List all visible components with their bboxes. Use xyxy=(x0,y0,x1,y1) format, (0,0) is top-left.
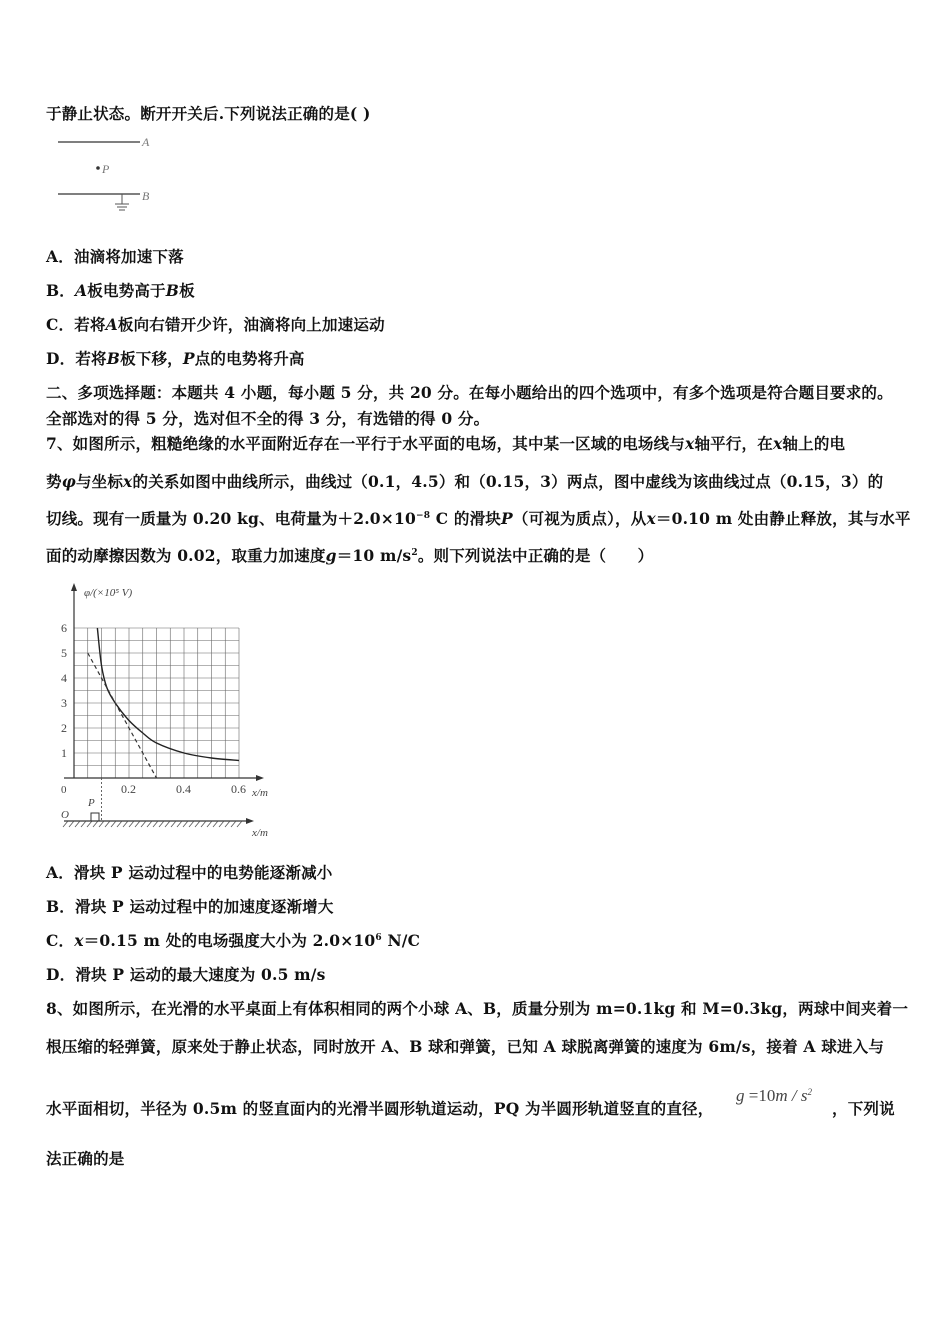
p-label: P xyxy=(88,797,95,809)
hatch-mark xyxy=(237,821,242,827)
ground-x-label: x/m xyxy=(252,827,268,839)
y-tick-label: 1 xyxy=(61,746,67,760)
y-tick-label: 2 xyxy=(61,721,67,735)
q7-option-d: D．滑块 P 运动的最大速度为 0.5 m/s xyxy=(46,965,326,984)
slider-block xyxy=(91,813,99,821)
capacitor-figure xyxy=(52,132,162,217)
gravity-formula: $g =10m / s^2$ xyxy=(736,1086,812,1105)
hatch-mark xyxy=(123,821,128,827)
chart-grid xyxy=(74,628,239,778)
hatch-mark xyxy=(177,821,182,827)
ground-arrow xyxy=(246,818,254,824)
q8-stem-line2: 根压缩的轻弹簧，原来处于静止状态，同时放开 A、B 球和弹簧，已知 A 球脱离弹簧的速度为 6m/s，接着 A 球进入与 xyxy=(46,1037,885,1056)
hatch-mark xyxy=(189,821,194,827)
q8-stem-line4: 法正确的是 xyxy=(46,1149,125,1168)
hatch-mark xyxy=(81,821,86,827)
x-tick-label: 0.4 xyxy=(176,782,191,796)
hatch-mark xyxy=(87,821,92,827)
y-axis-label: φ/(×10⁵ V) xyxy=(84,587,133,599)
section2-heading-line2: 全部选对的得 5 分，选对但不全的得 3 分，有选错的得 0 分。 xyxy=(46,409,490,428)
potential-chart xyxy=(50,578,290,840)
hatch-mark xyxy=(69,821,74,827)
hatch-mark xyxy=(171,821,176,827)
hatch-mark xyxy=(195,821,200,827)
ground-hatch xyxy=(63,821,242,827)
hatch-mark xyxy=(129,821,134,827)
tick-labels xyxy=(61,621,246,796)
q6-option-d: D．若将B板下移，P点的电势将升高 xyxy=(46,349,305,368)
q7-option-c: C．x＝0.15 m 处的电场强度大小为 $2.0\times 10^6$ N/C xyxy=(46,931,421,950)
hatch-mark xyxy=(117,821,122,827)
hatch-mark xyxy=(93,821,98,827)
hatch-mark xyxy=(111,821,116,827)
hatch-mark xyxy=(135,821,140,827)
q6-option-b: B．A板电势高于B板 xyxy=(46,281,195,300)
q8-stem-line3: 水平面相切，半径为 0.5m 的竖直面内的光滑半圆形轨道运动，PQ 为半圆形轨道竖直的直径， xyxy=(46,1099,714,1118)
hatch-mark xyxy=(207,821,212,827)
hatch-mark xyxy=(183,821,188,827)
q7-stem-line3: 切线。现有一质量为 0.20 kg、电荷量为$+2.0\times 10^{-8}$ C 的滑块P（可视为质点），从x＝0.10 m 处由静止释放，其与水平 xyxy=(46,509,911,528)
q7-stem-line2: 势φ与坐标x的关系如图中曲线所示，曲线过（0.1，4.5）和（0.15，3）两点，图中虚线为该曲线过点（0.15，3）的 xyxy=(46,472,884,491)
q8-stem-line3-end: ，下列说 xyxy=(832,1099,895,1118)
hatch-mark xyxy=(201,821,206,827)
q6-stem-end: 于静止状态。断开开关后.下列说法正确的是( ) xyxy=(46,104,371,123)
y-tick-label: 5 xyxy=(61,646,67,660)
hatch-mark xyxy=(141,821,146,827)
hatch-mark xyxy=(213,821,218,827)
hatch-mark xyxy=(147,821,152,827)
hatch-mark xyxy=(63,821,68,827)
plate-b-label: B xyxy=(142,189,150,203)
q6-option-a: A．油滴将加速下落 xyxy=(46,247,184,266)
hatch-mark xyxy=(225,821,230,827)
section2-heading-line1: 二、多项选择题：本题共 4 小题，每小题 5 分，共 20 分。在每小题给出的四个选项中，有多个选项是符合题目要求的。 xyxy=(46,383,893,402)
x-tick-label: 0.6 xyxy=(231,782,246,796)
y-tick-label: 4 xyxy=(61,671,67,685)
hatch-mark xyxy=(231,821,236,827)
origin-label: O xyxy=(61,809,69,821)
y-tick-label: 6 xyxy=(61,621,67,635)
hatch-mark xyxy=(75,821,80,827)
point-p-label: P xyxy=(102,162,110,176)
x-tick-label: 0.2 xyxy=(121,782,136,796)
hatch-mark xyxy=(219,821,224,827)
q7-option-b: B．滑块 P 运动过程中的加速度逐渐增大 xyxy=(46,897,334,916)
q7-stem-line4: 面的动摩擦因数为 0.02，取重力加速度g＝10 $m/s^2$。则下列说法中正确的是（ ） xyxy=(46,546,654,565)
y-axis-arrow xyxy=(71,583,77,591)
hatch-mark xyxy=(159,821,164,827)
q8-stem-line1: 8、如图所示，在光滑的水平桌面上有体积相同的两个小球 A、B，质量分别为 m=0.1kg 和 M=0.3kg，两球中间夹着一 xyxy=(46,999,909,1018)
plate-a-label: A xyxy=(142,135,150,149)
y-tick-label: 3 xyxy=(61,696,67,710)
hatch-mark xyxy=(153,821,158,827)
hatch-mark xyxy=(165,821,170,827)
zero-label: 0 xyxy=(61,784,67,796)
q7-option-a: A．滑块 P 运动过程中的电势能逐渐减小 xyxy=(46,863,333,882)
q6-option-c: C．若将A板向右错开少许，油滴将向上加速运动 xyxy=(46,315,385,334)
x-axis-arrow xyxy=(256,775,264,781)
q7-stem-line1: 7、如图所示，粗糙绝缘的水平面附近存在一平行于水平面的电场，其中某一区域的电场线与x轴平行，在x轴上的电 xyxy=(46,434,846,453)
hatch-mark xyxy=(99,821,104,827)
hatch-mark xyxy=(105,821,110,827)
x-axis-label: x/m xyxy=(252,787,268,799)
